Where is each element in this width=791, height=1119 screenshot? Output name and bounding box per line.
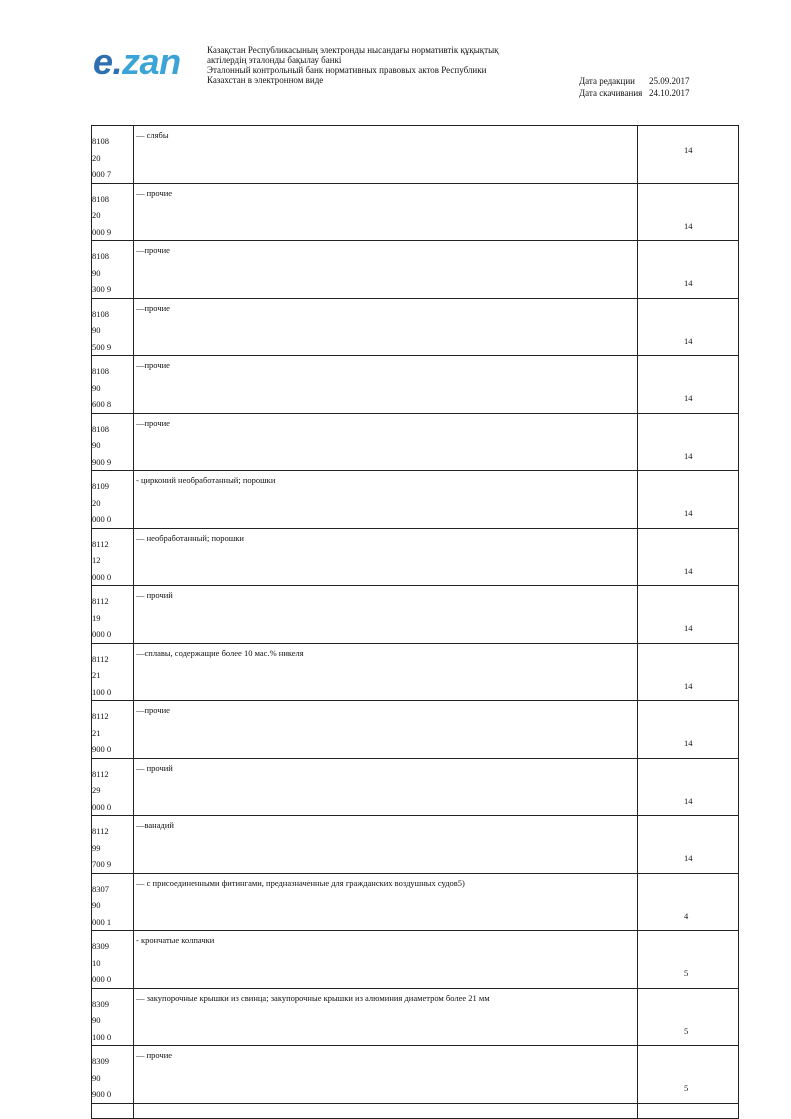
description-text: — закупорочные крышки из свинца; закупорочные крышки из алюминия диаметром более 21 мм <box>136 992 490 1003</box>
code-cell <box>92 471 134 529</box>
description-cell <box>134 931 638 989</box>
logo-dot: . <box>112 41 123 82</box>
code-part: 8112 <box>92 538 109 549</box>
code-part: 900 9 <box>92 456 112 467</box>
description-cell <box>134 241 638 299</box>
code-part: 000 7 <box>92 169 112 179</box>
description-text: —прочие <box>136 245 170 255</box>
description-text: —прочие <box>136 302 170 313</box>
empty-cell <box>638 1103 739 1118</box>
description-text: — прочие <box>136 1050 173 1060</box>
value-cell <box>638 758 739 816</box>
table-row <box>92 1046 739 1104</box>
code-part: 20 <box>92 210 101 220</box>
table-row <box>92 988 739 1046</box>
value-cell <box>638 528 739 586</box>
value-cell <box>638 931 739 989</box>
table-row <box>92 701 739 759</box>
edit-date-value: 25.09.2017 <box>649 76 690 86</box>
code-part: 8112 <box>92 826 109 836</box>
value-text: 14 <box>684 220 693 231</box>
code-part: 8309 <box>92 1056 109 1066</box>
ezan-logo <box>93 41 181 82</box>
description-cell <box>134 356 638 414</box>
code-part: 8112 <box>92 768 109 779</box>
code-cell <box>92 701 134 759</box>
code-part: 8108 <box>92 136 109 146</box>
code-part: 8112 <box>92 596 109 606</box>
code-part: 8309 <box>92 998 109 1009</box>
table-row <box>92 126 739 184</box>
value-text: 14 <box>684 565 693 576</box>
code-part: 12 <box>92 555 101 565</box>
code-cell <box>92 816 134 874</box>
description-cell <box>134 873 638 931</box>
code-part: 8108 <box>92 193 109 204</box>
description-text: —ванадий <box>136 820 174 830</box>
code-cell <box>92 183 134 241</box>
code-part: 8108 <box>92 423 109 434</box>
code-part: 19 <box>92 612 101 623</box>
code-part: 900 0 <box>92 1089 112 1099</box>
header-line: актілердің эталонды бақылау банкі <box>207 55 342 65</box>
table-row <box>92 586 739 644</box>
code-part: 000 0 <box>92 514 112 524</box>
code-part: 8309 <box>92 941 109 951</box>
code-part: 700 9 <box>92 859 112 869</box>
code-cell <box>92 298 134 356</box>
description-cell <box>134 701 638 759</box>
value-cell <box>638 413 739 471</box>
value-text: 14 <box>684 795 693 806</box>
empty-cell <box>92 1103 134 1118</box>
value-text: 4 <box>684 910 689 921</box>
value-text: 14 <box>684 278 693 288</box>
value-cell <box>638 701 739 759</box>
table-row <box>92 413 739 471</box>
tariff-table <box>91 125 739 1119</box>
code-part: 300 9 <box>92 284 112 294</box>
description-text: —прочие <box>136 705 170 715</box>
code-part: 90 <box>92 382 101 393</box>
code-part: 90 <box>92 325 101 335</box>
logo-e: e <box>93 41 113 82</box>
table-row <box>92 298 739 356</box>
table-row <box>92 643 739 701</box>
code-part: 90 <box>92 900 101 910</box>
table-row <box>92 873 739 931</box>
description-text: — с присоединенными фитингами, предназначенные для гражданских воздушных судов5) <box>136 877 465 888</box>
value-text: 5 <box>684 968 689 978</box>
value-cell <box>638 586 739 644</box>
code-part: 8112 <box>92 711 109 721</box>
header-line: Казахстан в электронном виде <box>207 75 324 85</box>
value-text: 5 <box>684 1083 689 1093</box>
table-row <box>92 356 739 414</box>
code-part: 8112 <box>92 653 109 664</box>
code-part: 100 0 <box>92 1031 112 1042</box>
code-part: 000 0 <box>92 629 112 639</box>
header-title <box>207 45 499 85</box>
description-text: — слябы <box>136 130 169 140</box>
description-cell <box>134 816 638 874</box>
code-part: 21 <box>92 670 101 680</box>
code-part: 600 8 <box>92 399 112 409</box>
value-cell <box>638 988 739 1046</box>
description-text: — прочий <box>136 762 173 773</box>
value-text: 14 <box>684 335 693 346</box>
code-part: 000 0 <box>92 801 112 812</box>
table-row <box>92 931 739 989</box>
download-date-value: 24.10.2017 <box>649 88 690 98</box>
value-text: 14 <box>684 738 693 748</box>
value-cell <box>638 1046 739 1104</box>
table-row <box>92 816 739 874</box>
code-part: 20 <box>92 497 101 508</box>
code-part: 500 9 <box>92 341 112 352</box>
code-cell <box>92 528 134 586</box>
code-part: 8108 <box>92 366 109 376</box>
table-row <box>92 241 739 299</box>
value-cell <box>638 298 739 356</box>
value-text: 14 <box>684 853 693 863</box>
code-cell <box>92 931 134 989</box>
description-cell <box>134 988 638 1046</box>
header-line: Казақстан Республикасының электронды нысандағы нормативтік құқықтық <box>207 45 499 55</box>
description-cell <box>134 643 638 701</box>
value-text: 14 <box>684 680 693 691</box>
code-part: 20 <box>92 152 101 163</box>
description-text: — прочие <box>136 187 173 198</box>
description-cell <box>134 586 638 644</box>
code-part: 900 0 <box>92 744 112 754</box>
edit-date-label: Дата редакции <box>579 76 635 86</box>
code-cell <box>92 873 134 931</box>
code-part: 21 <box>92 727 101 738</box>
code-part: 8307 <box>92 883 109 894</box>
description-cell <box>134 413 638 471</box>
code-part: 90 <box>92 1015 101 1025</box>
description-cell <box>134 183 638 241</box>
code-part: 100 0 <box>92 686 112 697</box>
value-cell <box>638 126 739 184</box>
code-part: 8108 <box>92 251 109 261</box>
value-cell <box>638 816 739 874</box>
description-text: — прочий <box>136 590 173 600</box>
code-part: 000 1 <box>92 916 112 927</box>
description-text: - крончатые колпачки <box>136 935 215 945</box>
description-cell <box>134 126 638 184</box>
value-cell <box>638 241 739 299</box>
code-part: 90 <box>92 440 101 450</box>
code-part: 29 <box>92 785 101 795</box>
value-text: 14 <box>684 508 693 518</box>
value-cell <box>638 873 739 931</box>
code-cell <box>92 758 134 816</box>
value-text: 14 <box>684 450 693 461</box>
code-part: 90 <box>92 1072 101 1083</box>
code-cell <box>92 988 134 1046</box>
code-part: 99 <box>92 842 101 853</box>
code-part: 000 0 <box>92 571 112 582</box>
description-cell <box>134 758 638 816</box>
code-cell <box>92 241 134 299</box>
value-text: 5 <box>684 1025 689 1036</box>
code-cell <box>92 1046 134 1104</box>
header-dates <box>579 75 690 99</box>
code-part: 10 <box>92 957 101 968</box>
code-part: 8108 <box>92 308 109 319</box>
table-row <box>92 528 739 586</box>
description-text: — необработанный; порошки <box>136 532 244 543</box>
code-part: 8109 <box>92 481 109 491</box>
description-text: —прочие <box>136 417 170 428</box>
code-cell <box>92 643 134 701</box>
code-cell <box>92 586 134 644</box>
logo-zan: zan <box>122 41 181 82</box>
value-cell <box>638 356 739 414</box>
empty-cell <box>134 1103 638 1118</box>
description-cell <box>134 298 638 356</box>
table-row <box>92 183 739 241</box>
description-cell <box>134 1046 638 1104</box>
code-part: 000 9 <box>92 226 112 237</box>
code-part: 000 0 <box>92 974 112 984</box>
value-text: 14 <box>684 393 693 403</box>
description-cell <box>134 528 638 586</box>
code-cell <box>92 356 134 414</box>
table-row <box>92 471 739 529</box>
header-line: Эталонный контрольный банк нормативных правовых актов Республики <box>207 65 487 75</box>
description-text: —сплавы, содержащие более 10 мас.% никеля <box>136 647 304 658</box>
code-cell <box>92 413 134 471</box>
table-row <box>92 758 739 816</box>
description-text: —прочие <box>136 360 170 370</box>
empty-row <box>92 1103 739 1118</box>
value-cell <box>638 643 739 701</box>
code-cell <box>92 126 134 184</box>
value-cell <box>638 183 739 241</box>
description-cell <box>134 471 638 529</box>
download-date-label: Дата скачивания <box>579 88 643 98</box>
value-cell <box>638 471 739 529</box>
value-text: 14 <box>684 623 693 633</box>
code-part: 90 <box>92 267 101 278</box>
value-text: 14 <box>684 145 693 155</box>
description-text: - цирконий необработанный; порошки <box>136 475 276 485</box>
